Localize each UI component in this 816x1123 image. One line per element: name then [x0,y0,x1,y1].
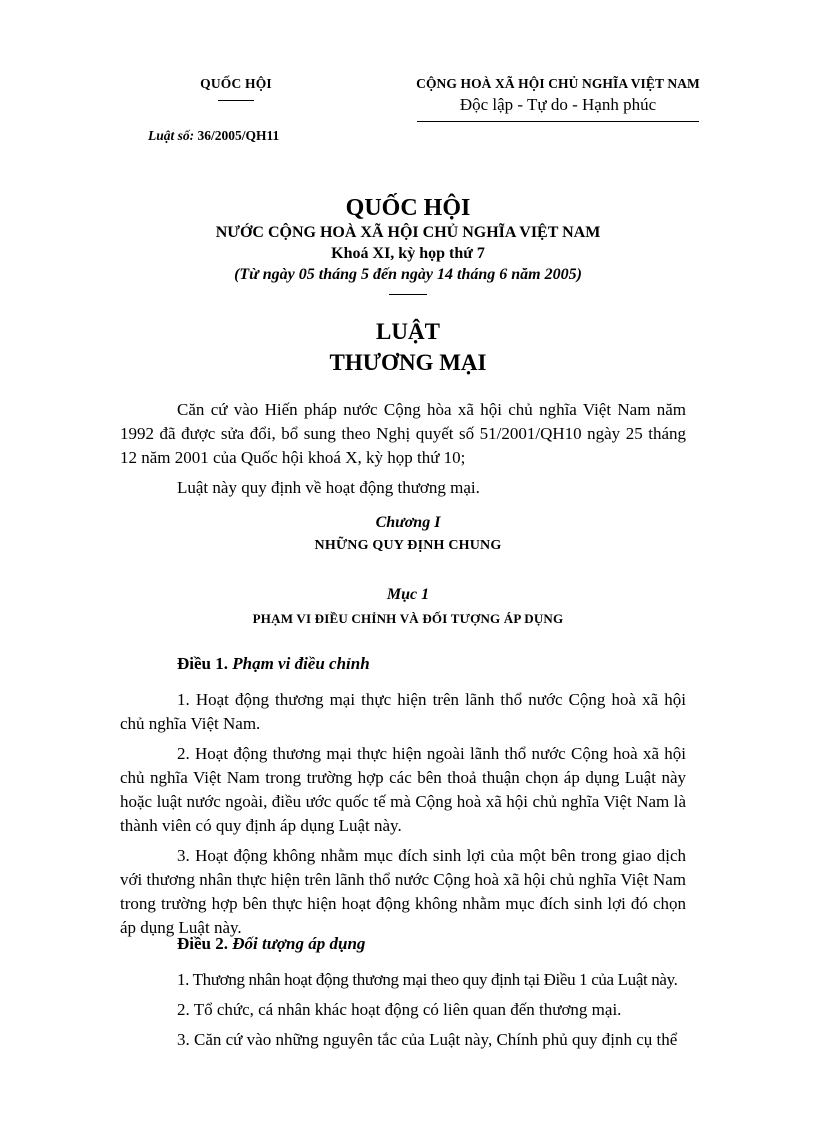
section-label: Mục 1 [386,586,430,603]
law-doc-type: LUẬT [376,319,440,344]
article-2-clause: 2. Tổ chức, cá nhân khác hoạt động có liên quan đến thương mại. [177,1000,622,1019]
title-session: Khoá XI, kỳ họp thứ 7 [331,245,485,262]
nation-name: CỘNG HOÀ XÃ HỘI CHỦ NGHĨA VIỆT NAM [416,76,700,91]
article-1-title: Phạm vi điều chỉnh [232,654,370,673]
motto-underline [417,121,699,122]
preamble-paragraph-1: Căn cứ vào Hiến pháp nước Cộng hòa xã hội chủ nghĩa Việt Nam năm 1992 đã được sửa đổi, bổ sung theo Nghị quyết số 51/2001/QH10 ngày 25 tháng 12 năm 2001 của Quốc hội khoá X, kỳ họp thứ 10; [120,400,686,467]
law-doc-name: THƯƠNG MẠI [329,350,487,375]
law-number [148,128,279,144]
title-issuer: QUỐC HỘI [345,195,471,221]
article-1-clause: 3. Hoạt động không nhằm mục đích sinh lợi của một bên trong giao dịch với thương nhân thực hiện trên lãnh thổ nước Cộng hoà xã hội chủ nghĩa Việt Nam trong trường hợp bên thực hiện hoạt động không nhằm mục đích sinh lợi đó chọn áp dụng Luật này. [120,846,686,937]
nation-header [392,76,724,122]
law-number-value: 36/2005/QH11 [197,128,280,143]
title-dates: (Từ ngày 05 tháng 5 đến ngày 14 tháng 6 năm 2005) [234,266,582,283]
article-2-body [120,968,686,1052]
article-1-clause: 1. Hoạt động thương mại thực hiện trên lãnh thổ nước Cộng hoà xã hội chủ nghĩa Việt Nam. [120,690,686,733]
issuer-header [168,76,304,101]
article-2-title: Đối tượng áp dụng [232,934,366,953]
law-title [0,316,816,378]
chapter-label: Chương I [375,514,441,531]
law-number-label: Luật số: [148,128,195,143]
preamble-paragraph-2: Luật này quy định về hoạt động thương mại. [177,478,480,497]
article-2-label: Điều 2. [177,934,228,953]
section-heading [0,586,816,627]
national-motto: Độc lập - Tự do - Hạnh phúc [459,95,657,114]
issuer-name: QUỐC HỘI [200,76,272,91]
article-1-body [120,688,686,940]
title-block [0,193,816,295]
article-2-heading [177,934,365,954]
title-nation: NƯỚC CỘNG HOÀ XÃ HỘI CHỦ NGHĨA VIỆT NAM [215,224,601,241]
article-1-label: Điều 1. [177,654,228,673]
section-title: PHẠM VI ĐIỀU CHỈNH VÀ ĐỐI TƯỢNG ÁP DỤNG [252,611,564,626]
chapter-heading [0,514,816,554]
article-1-clause: 2. Hoạt động thương mại thực hiện ngoài lãnh thổ nước Cộng hoà xã hội chủ nghĩa Việt Nam trong trường hợp các bên thoả thuận chọn áp dụng Luật này hoặc luật nước ngoài, điều ước quốc tế mà Cộng hoà xã hội chủ nghĩa Việt Nam là thành viên có quy định áp dụng Luật này. [120,744,686,835]
issuer-underline [218,100,254,101]
title-divider [389,294,427,295]
article-2-clause: 1. Thương nhân hoạt động thương mại theo quy định tại Điều 1 của Luật này. [177,970,678,989]
chapter-title: NHỮNG QUY ĐỊNH CHUNG [314,538,502,553]
article-1-heading [177,654,370,674]
preamble [120,398,686,500]
article-2-clause: 3. Căn cứ vào những nguyên tắc của Luật này, Chính phủ quy định cụ thể [177,1030,678,1049]
